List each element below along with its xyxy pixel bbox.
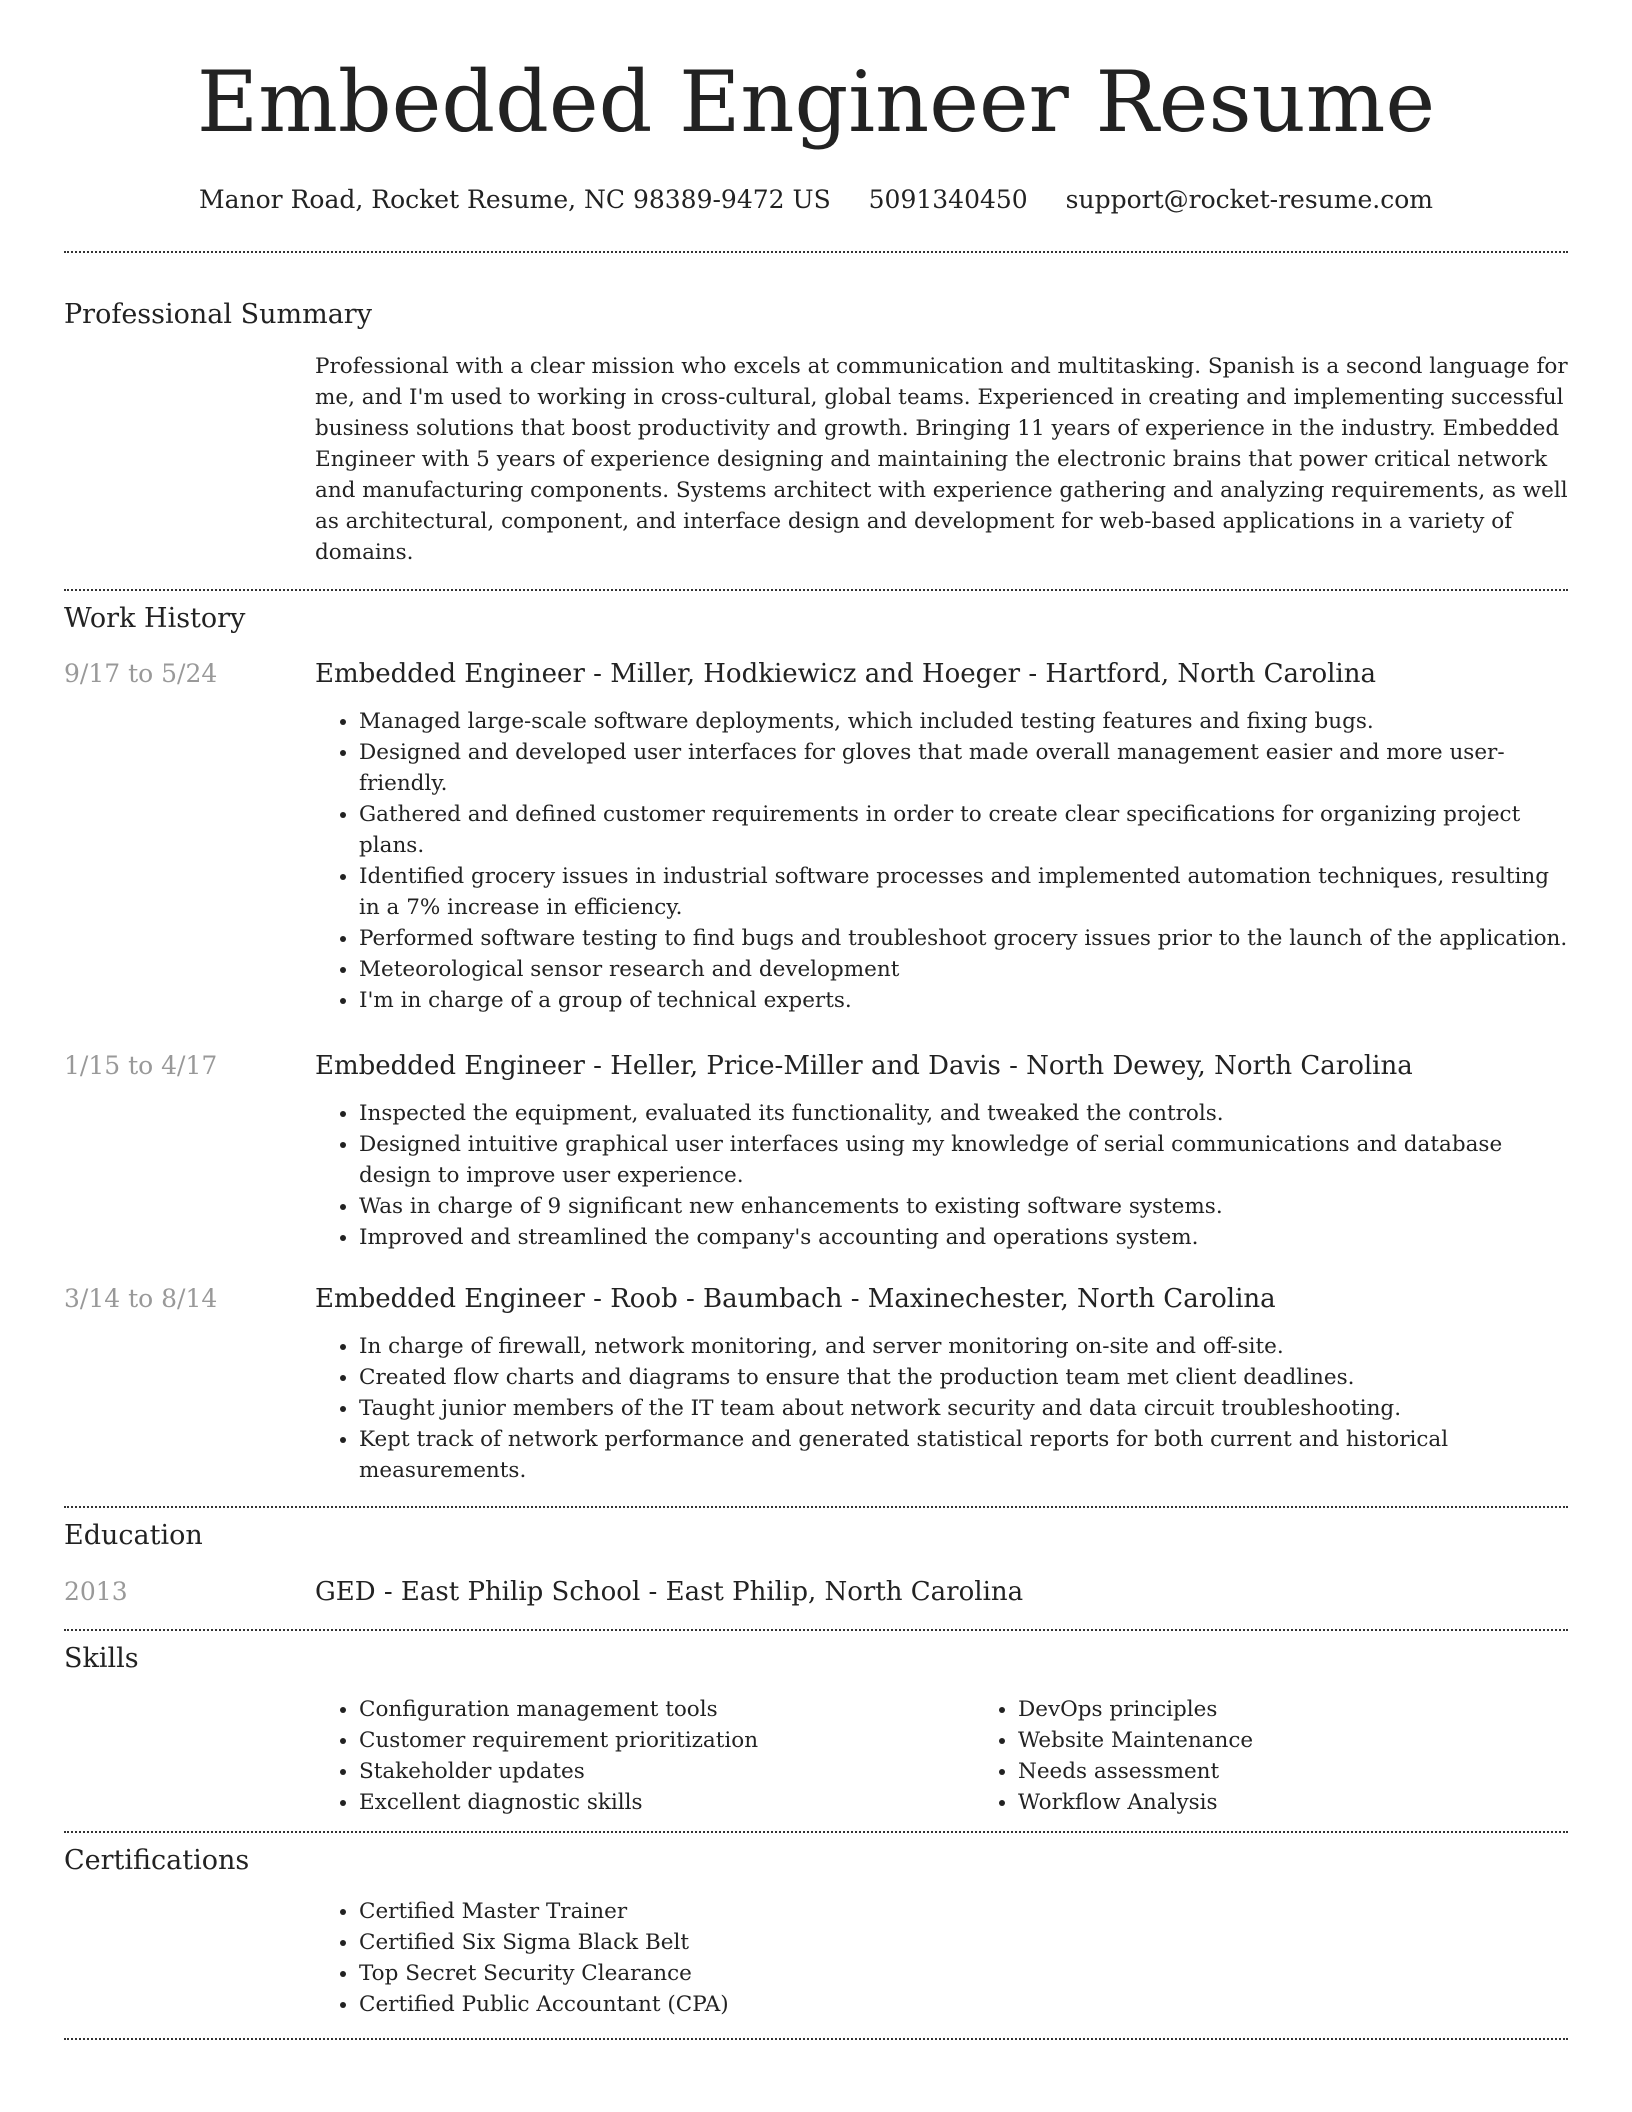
job-heading: Embedded Engineer - Miller, Hodkiewicz and Hoeger - Hartford, North Carolina	[315, 659, 1376, 689]
section-title: Education	[64, 1520, 203, 1551]
list-item: • Was in charge of 9 significant new enhancements to existing software systems.	[359, 1191, 1568, 1222]
list-item: • Certified Master Trainer	[359, 1896, 1568, 1927]
list-item: • Needs assessment	[1018, 1756, 1632, 1787]
job-dates: 9/17 to 5/24	[64, 659, 218, 688]
address: Manor Road, Rocket Resume, NC 98389-9472 US	[199, 185, 831, 214]
list-item: • In charge of firewall, network monitoring, and server monitoring on-site and off-site.	[359, 1331, 1568, 1362]
work-history-section	[64, 591, 1568, 1486]
list-item: • Kept track of network performance and generated statistical reports for both current and historical measurements.	[359, 1424, 1568, 1486]
section-title: Work History	[64, 603, 246, 634]
list-item: • Customer requirement prioritization	[359, 1725, 974, 1756]
list-item: • Certified Six Sigma Black Belt	[359, 1927, 1568, 1958]
job-entry	[64, 1283, 1568, 1486]
education-section	[64, 1508, 1568, 1608]
list-item: • Inspected the equipment, evaluated its functionality, and tweaked the controls.	[359, 1098, 1568, 1129]
education-year: 2013	[64, 1577, 128, 1606]
summary-text: Professional with a clear mission who excels at communication and multitasking. Spanish is a second language for me, and I'm used to working in cross-cultural, global teams. Experienced in creating and implementing successful business solutions that boost productivity and growth. Bringing 11 years of experience in the industry. Embedded Engineer with 5 years of experience designing and maintaining the electronic brains that power critical network and manufacturing components. Systems architect with experience gathering and analyzing requirements, as well as architectural, component, and interface design and development for web-based applications in a variety of domains.	[315, 354, 1568, 565]
job-bullets	[315, 1098, 1568, 1253]
list-item: • Top Secret Security Clearance	[359, 1958, 1568, 1989]
job-entry	[64, 1050, 1568, 1253]
list-item: • Improved and streamlined the company's accounting and operations system.	[359, 1222, 1568, 1253]
job-bullets	[315, 1331, 1568, 1486]
list-item: • Taught junior members of the IT team about network security and data circuit troubleshooting.	[359, 1393, 1568, 1424]
job-dates: 1/15 to 4/17	[64, 1051, 218, 1080]
skills-list-left	[315, 1694, 974, 1818]
job-bullets	[315, 706, 1568, 1016]
list-item: • Created flow charts and diagrams to ensure that the production team met client deadlines.	[359, 1362, 1568, 1393]
section-title: Certifications	[64, 1845, 250, 1876]
list-item: • I'm in charge of a group of technical experts.	[359, 985, 1568, 1016]
section-title: Professional Summary	[64, 299, 372, 330]
summary-section	[64, 253, 1568, 568]
job-dates: 3/14 to 8/14	[64, 1284, 218, 1313]
section-title: Skills	[64, 1643, 139, 1674]
list-item: • DevOps principles	[1018, 1694, 1632, 1725]
job-entry	[64, 658, 1568, 1016]
list-item: • Configuration management tools	[359, 1694, 974, 1725]
skills-section	[64, 1631, 1568, 1818]
job-heading: Embedded Engineer - Roob - Baumbach - Maxinechester, North Carolina	[315, 1284, 1276, 1314]
list-item: • Designed intuitive graphical user interfaces using my knowledge of serial communications and database design to improve user experience.	[359, 1129, 1568, 1191]
list-item: • Managed large-scale software deployments, which included testing features and fixing bugs.	[359, 706, 1568, 737]
certifications-section	[64, 1833, 1568, 2020]
list-item: • Gathered and defined customer requirements in order to create clear specifications for organizing project plans.	[359, 799, 1568, 861]
job-heading: Embedded Engineer - Heller, Price-Miller and Davis - North Dewey, North Carolina	[315, 1051, 1413, 1081]
education-heading: GED - East Philip School - East Philip, North Carolina	[315, 1577, 1024, 1607]
list-item: • Excellent diagnostic skills	[359, 1787, 974, 1818]
list-item: • Workflow Analysis	[1018, 1787, 1632, 1818]
contact-line	[0, 184, 1632, 216]
list-item: • Website Maintenance	[1018, 1725, 1632, 1756]
certifications-list	[315, 1896, 1568, 2020]
list-item: • Identified grocery issues in industrial software processes and implemented automation techniques, resulting in a 7% increase in efficiency.	[359, 861, 1568, 923]
email: support@rocket-resume.com	[1065, 185, 1433, 214]
list-item: • Performed software testing to find bugs and troubleshoot grocery issues prior to the launch of the application.	[359, 923, 1568, 954]
list-item: • Meteorological sensor research and development	[359, 954, 1568, 985]
list-item: • Certified Public Accountant (CPA)	[359, 1989, 1568, 2020]
list-item: • Designed and developed user interfaces for gloves that made overall management easier and more user-friendly.	[359, 737, 1568, 799]
education-entry	[64, 1576, 1568, 1608]
list-item: • Stakeholder updates	[359, 1756, 974, 1787]
phone: 5091340450	[868, 185, 1028, 214]
divider	[64, 2038, 1568, 2040]
resume-title: Embedded Engineer Resume	[196, 53, 1436, 151]
skills-list-right	[974, 1694, 1632, 1818]
